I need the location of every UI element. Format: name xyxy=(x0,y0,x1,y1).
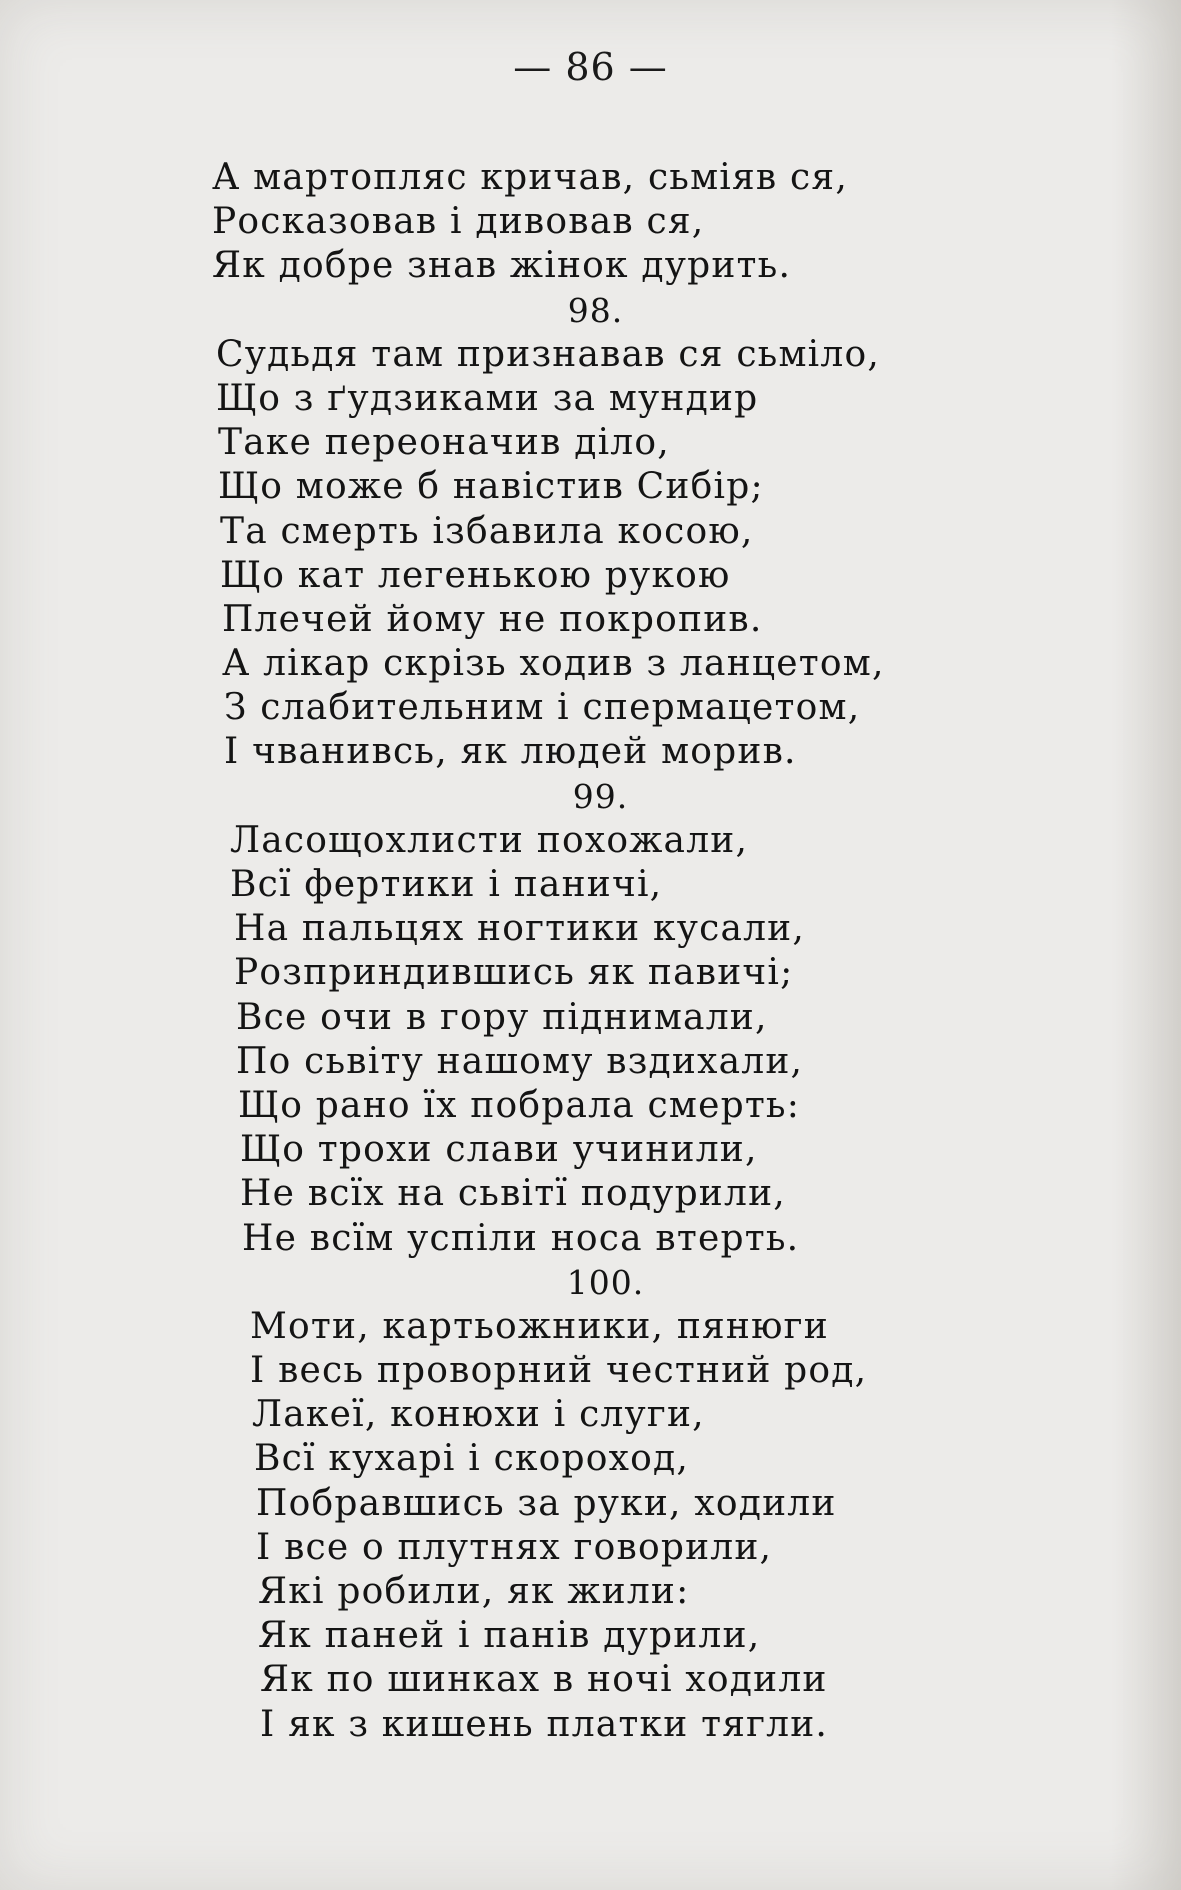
stanza-number: 98. xyxy=(567,290,624,330)
verse-line: Як паней і панів дурили, xyxy=(258,1615,761,1657)
verse-line: Таке переоначив діло, xyxy=(218,422,670,464)
verse-line: Всї фертики і паничі, xyxy=(230,864,663,905)
verse-line: Що може б навістив Сибір; xyxy=(218,466,764,508)
verse-line: Всї кухарі і скороход, xyxy=(254,1438,690,1480)
verse-line: Як добре знав жінок дурить. xyxy=(212,245,792,287)
poem-text xyxy=(0,156,1181,1747)
verse-line: Що з ґудзиками за мундир xyxy=(216,377,759,419)
verse-line: Плечей йому не покропив. xyxy=(222,598,763,640)
verse-line: Побравшись за руки, ходили xyxy=(256,1482,837,1524)
verse-line: І як з кишень платки тягли. xyxy=(260,1703,829,1745)
verse-line: І все о плутнях говорили, xyxy=(256,1526,773,1568)
stanza-number: 99. xyxy=(572,776,629,816)
verse-line: Розприндившись як павичі; xyxy=(234,952,794,994)
verse-line: Що рано їх побрала смерть: xyxy=(238,1084,801,1126)
verse-line: Росказовав і дивовав ся, xyxy=(212,201,705,243)
verse-line: З слабительним і спермацетом, xyxy=(224,687,861,729)
verse-line: Не всїм успіли носа втерть. xyxy=(242,1217,800,1259)
verse-line: На пальцях ногтики кусали, xyxy=(234,908,806,950)
verse-line: Все очи в гору піднимали, xyxy=(236,996,768,1038)
verse-line: Судьдя там признавав ся сьміло, xyxy=(216,333,880,375)
verse-line: Ласощохлисти похожали, xyxy=(230,819,749,861)
verse-line: Лакеї, конюхи і слуги, xyxy=(252,1394,705,1436)
verse-line: Як по шинках в ночі ходили xyxy=(260,1659,828,1701)
stanza-number: 100. xyxy=(566,1262,645,1302)
page-number: — 86 — xyxy=(513,45,668,89)
verse-line: І весь проворний честний род, xyxy=(250,1350,868,1392)
verse-line: І чванивсь, як людей морив. xyxy=(224,731,797,773)
verse-line: Не всїх на сьвітї подурили, xyxy=(240,1173,786,1215)
verse-line: Які робили, як жили: xyxy=(258,1571,690,1612)
verse-line: А мартопляс кричав, сьміяв ся, xyxy=(212,157,848,198)
verse-line: Що трохи слави учинили, xyxy=(240,1129,758,1171)
verse-line: Моти, картьожники, пянюги xyxy=(250,1305,829,1347)
verse-line: Що кат легенькою рукою xyxy=(220,554,731,596)
verse-line: По сьвіту нашому вздихали, xyxy=(236,1040,804,1082)
verse-line: А лікар скрізь ходив з ланцетом, xyxy=(222,643,885,685)
verse-line: Та смерть ізбавила косою, xyxy=(220,510,754,552)
